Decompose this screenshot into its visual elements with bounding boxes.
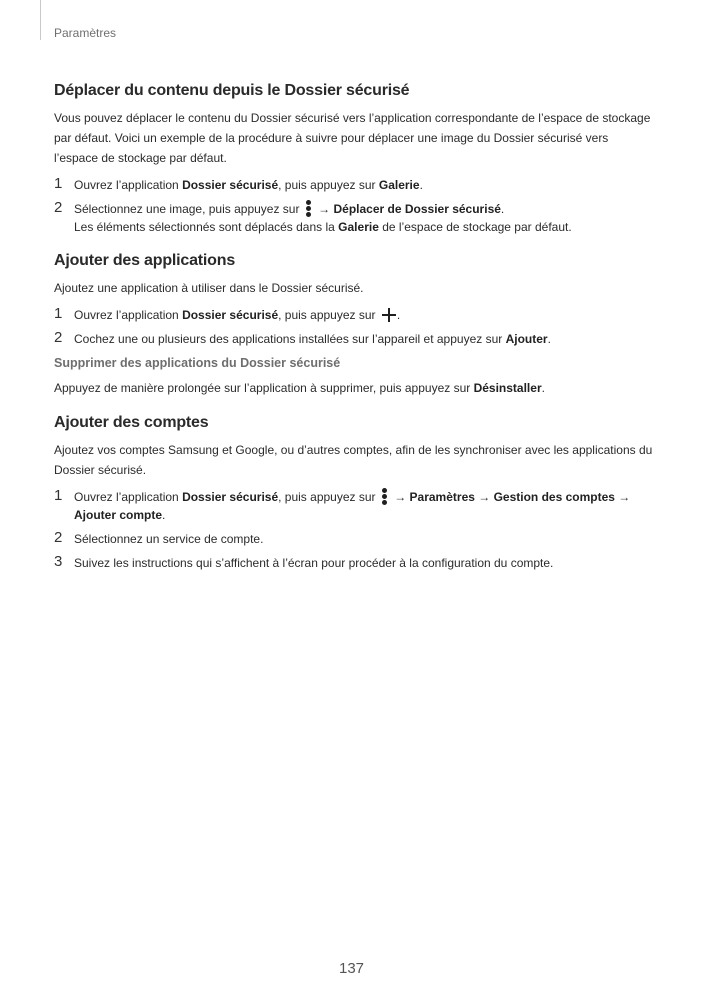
main-content xyxy=(54,82,654,588)
subheading: Supprimer des applications du Dossier sécurisé xyxy=(54,356,341,370)
section-title: Déplacer du contenu depuis le Dossier sécurisé xyxy=(54,82,410,99)
section-title: Ajouter des applications xyxy=(54,252,236,269)
step-number: 3 xyxy=(54,553,63,570)
step-2: 2 Cochez une ou plusieurs des applications installées sur l’appareil et appuyez sur Ajouter. xyxy=(54,329,551,346)
step-1: 1 Ouvrez l’application Dossier sécurisé, puis appuyez sur . xyxy=(54,305,401,322)
step-2: 2 Sélectionnez une image, puis appuyez sur → Déplacer de Dossier sécurisé. Les éléments sélectionnés sont déplacés dans la Galerie de l’espace de stockage par défaut. xyxy=(54,199,572,234)
section-move-content xyxy=(54,82,654,236)
step-1: 1 Ouvrez l’application Dossier sécurisé, puis appuyez sur → Paramètres → Gestion des comptes → Ajouter compte. xyxy=(54,487,631,522)
step-number: 1 xyxy=(54,305,63,322)
section-add-accounts xyxy=(54,414,654,572)
more-options-icon xyxy=(305,200,313,216)
section-title: Ajouter des comptes xyxy=(54,414,209,431)
subheading-text: Appuyez de manière prolongée sur l’application à supprimer, puis appuyez sur Désinstaller. xyxy=(54,381,545,395)
step-number: 1 xyxy=(54,175,63,192)
step-2: 2 Sélectionnez un service de compte. xyxy=(54,529,264,546)
step-3: 3 Suivez les instructions qui s’affichent à l’écran pour procéder à la configuration du compte. xyxy=(54,553,554,570)
section-intro: Ajoutez vos comptes Samsung et Google, ou d’autres comptes, afin de les synchroniser avec les applications du Dossier sécurisé. xyxy=(54,443,653,477)
step-number: 1 xyxy=(54,487,63,504)
step-1: 1 Ouvrez l’application Dossier sécurisé, puis appuyez sur Galerie. xyxy=(54,175,423,192)
header-rule xyxy=(40,0,41,40)
step-number: 2 xyxy=(54,529,63,546)
header-label: Paramètres xyxy=(54,26,117,40)
section-add-apps xyxy=(54,252,654,398)
plus-icon xyxy=(382,308,396,322)
page-number: 137 xyxy=(338,960,365,977)
section-intro: Vous pouvez déplacer le contenu du Dossier sécurisé vers l’application correspondante de l’espace de stockage par défaut. Voici un exemple de la procédure à suivre pour déplacer une image du Dossier sécurisé vers l’espace de stockage par défaut. xyxy=(54,111,651,165)
more-options-icon xyxy=(381,488,389,504)
section-intro: Ajoutez une application à utiliser dans le Dossier sécurisé. xyxy=(54,281,364,295)
step-number: 2 xyxy=(54,329,63,346)
step-number: 2 xyxy=(54,199,63,216)
